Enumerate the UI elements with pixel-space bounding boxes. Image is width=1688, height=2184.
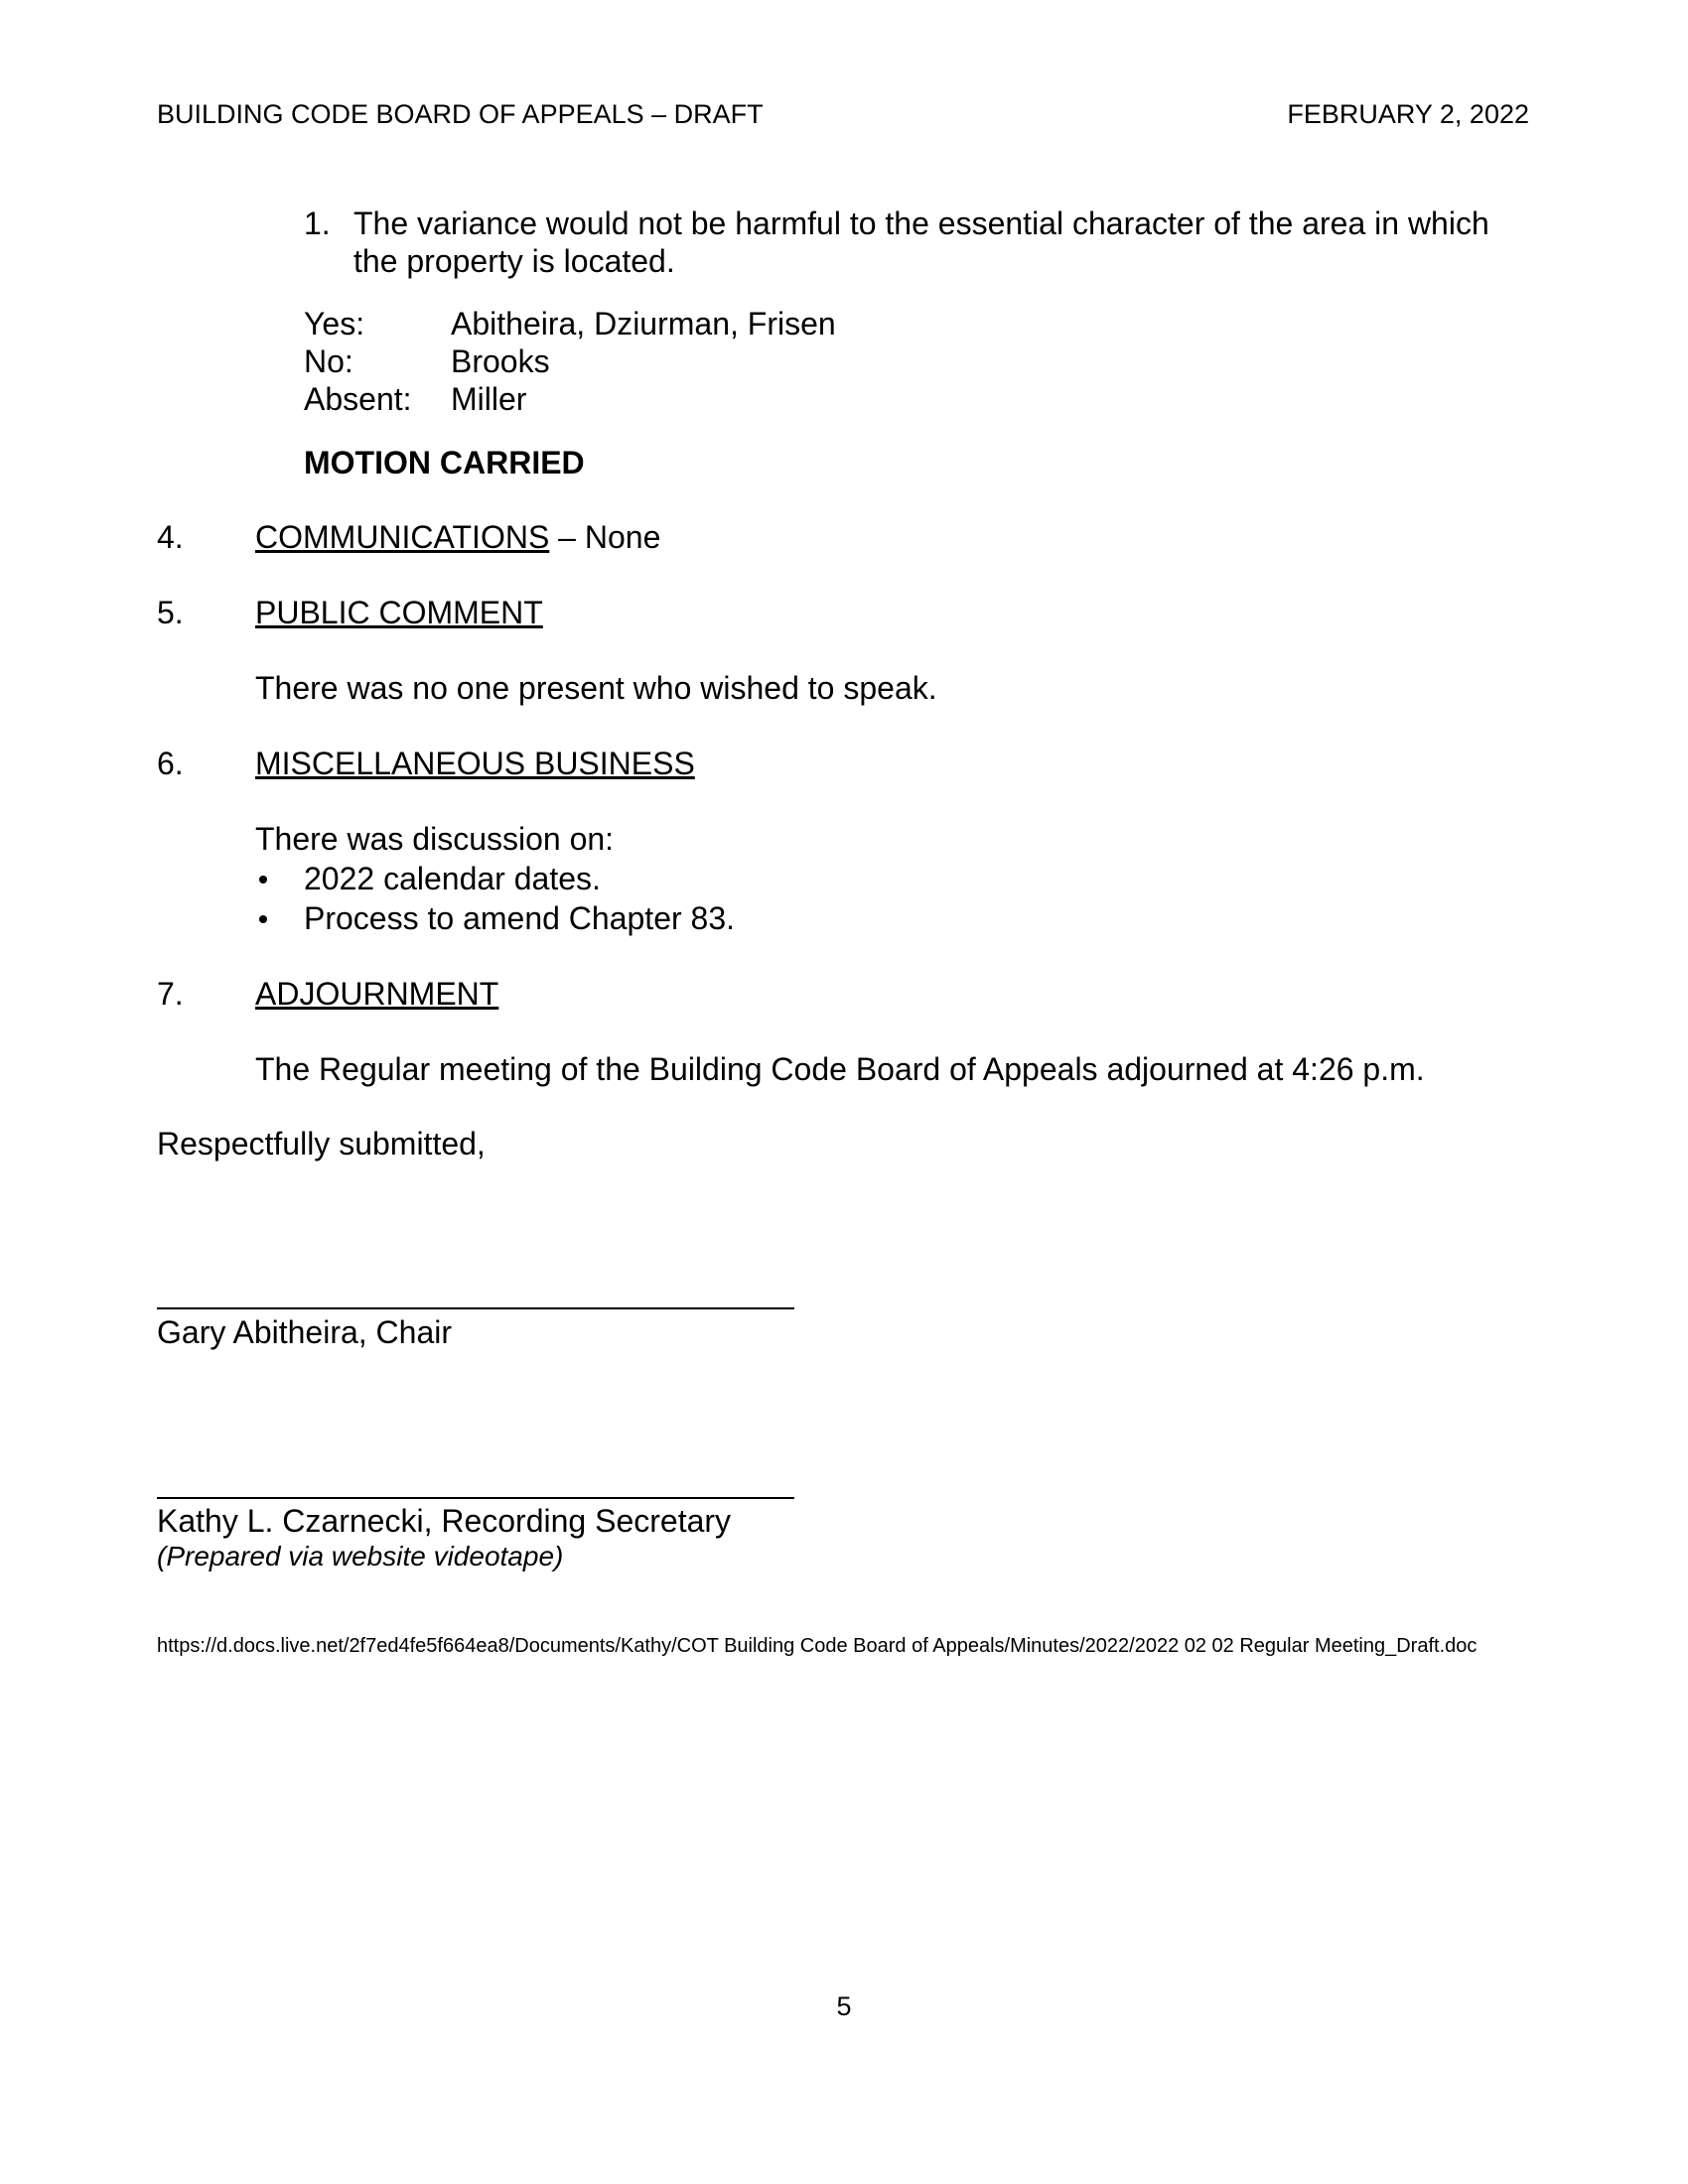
section-4-heading (255, 519, 660, 556)
document-path: https://d.docs.live.net/2f7ed4fe5f664ea8/Documents/Kathy/COT Building Code Board of Appeals/Minutes/2022/2022 02 02 Regular Meeting_Draft.doc (157, 1635, 1477, 1657)
header-title: BUILDING CODE BOARD OF APPEALS – DRAFT (157, 99, 764, 129)
section-6-intro: There was discussion on: (255, 821, 615, 857)
finding-line-1: The variance would not be harmful to the essential character of the area in which (353, 205, 1489, 241)
signatory-name-chair: Gary Abitheira, Chair (157, 1314, 453, 1350)
vote-yes-names: Abitheira, Dziurman, Frisen (451, 306, 836, 341)
signature-line (157, 1307, 794, 1309)
vote-yes-label: Yes: (304, 306, 365, 341)
section-4-title: COMMUNICATIONS (255, 519, 550, 555)
section-6-number: 6. (157, 746, 184, 781)
section-7-number: 7. (157, 976, 184, 1012)
finding-number: 1. (304, 205, 331, 241)
section-7-title: ADJOURNMENT (255, 976, 499, 1012)
section-5-body: There was no one present who wished to speak. (255, 670, 937, 706)
vote-absent-names: Miller (451, 381, 527, 417)
section-7-body: The Regular meeting of the Building Code Board of Appeals adjourned at 4:26 p.m. (255, 1051, 1425, 1087)
section-6-title: MISCELLANEOUS BUSINESS (255, 746, 695, 781)
section-5-number: 5. (157, 595, 184, 630)
signature-line (157, 1497, 794, 1499)
vote-absent-label: Absent: (304, 381, 412, 417)
motion-result: MOTION CARRIED (304, 445, 585, 480)
section-5-title: PUBLIC COMMENT (255, 595, 543, 630)
vote-no-names: Brooks (451, 343, 550, 379)
list-item: 2022 calendar dates. (304, 861, 601, 896)
signatory-note: (Prepared via website videotape) (157, 1541, 564, 1571)
signatory-name-secretary: Kathy L. Czarnecki, Recording Secretary (157, 1503, 732, 1539)
finding-line-2: the property is located. (353, 243, 675, 279)
section-4-number: 4. (157, 519, 184, 555)
vote-no-label: No: (304, 343, 353, 379)
header-date: FEBRUARY 2, 2022 (1287, 99, 1529, 129)
closing-text: Respectfully submitted, (157, 1126, 486, 1161)
list-item: Process to amend Chapter 83. (304, 900, 736, 936)
page-number: 5 (836, 1991, 852, 2021)
section-4-suffix: – None (558, 519, 661, 555)
